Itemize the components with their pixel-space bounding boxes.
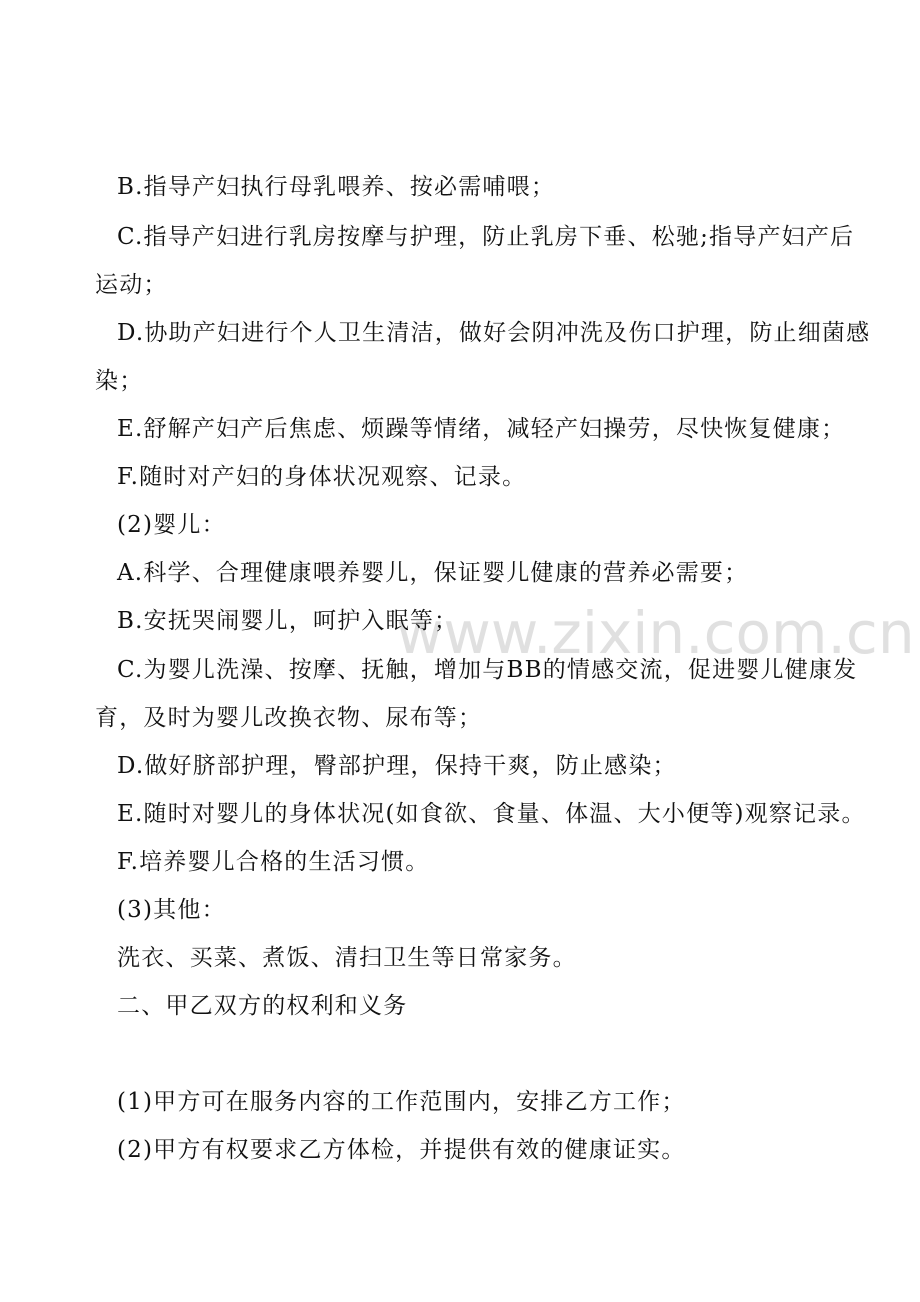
section-heading-infant: (2)婴儿： <box>117 512 226 538</box>
paragraph-infant-e: E.随时对婴儿的身体状况(如食欲、食量、体温、大小便等)观察记录。 <box>117 801 866 827</box>
paragraph-infant-a: A.科学、合理健康喂养婴儿，保证婴儿健康的营养必需要； <box>117 560 749 586</box>
paragraph-mother-d-cont: 染； <box>95 368 144 394</box>
section-heading-other: (3)其他： <box>117 897 226 923</box>
paragraph-mother-d: D.协助产妇进行个人卫生清洁，做好会阴冲洗及伤口护理，防止细菌感 <box>117 320 871 346</box>
section-heading-rights: 二、甲乙双方的权利和义务 <box>117 993 408 1019</box>
paragraph-other: 洗衣、买菜、煮饭、清扫卫生等日常家务。 <box>117 945 577 971</box>
paragraph-rights-1: (1)甲方可在服务内容的工作范围内，安排乙方工作； <box>117 1089 686 1115</box>
paragraph-infant-f: F.培养婴儿合格的生活习惯。 <box>117 849 430 875</box>
paragraph-infant-b: B.安抚哭闹婴儿，呵护入眠等； <box>117 608 459 634</box>
paragraph-mother-c-cont: 运动； <box>95 272 168 298</box>
paragraph-mother-c: C.指导产妇进行乳房按摩与护理，防止乳房下垂、松驰;指导产妇产后 <box>117 224 855 250</box>
paragraph-mother-e: E.舒解产妇产后焦虑、烦躁等情绪，减轻产妇操劳，尽快恢复健康； <box>117 416 846 442</box>
paragraph-mother-b: B.指导产妇执行母乳喂养、按必需哺喂； <box>117 174 556 200</box>
paragraph-infant-d: D.做好脐部护理，臀部护理，保持干爽，防止感染； <box>117 753 677 779</box>
watermark: www.zixin.com.cn <box>396 599 915 667</box>
paragraph-infant-c-cont: 育，及时为婴儿改换衣物、尿布等； <box>95 705 483 731</box>
paragraph-mother-f: F.随时对产妇的身体状况观察、记录。 <box>117 464 527 490</box>
paragraph-infant-c: C.为婴儿洗澡、按摩、抚触，增加与BB的情感交流，促进婴儿健康发 <box>117 657 858 683</box>
paragraph-rights-2: (2)甲方有权要求乙方体检，并提供有效的健康证实。 <box>117 1137 686 1163</box>
